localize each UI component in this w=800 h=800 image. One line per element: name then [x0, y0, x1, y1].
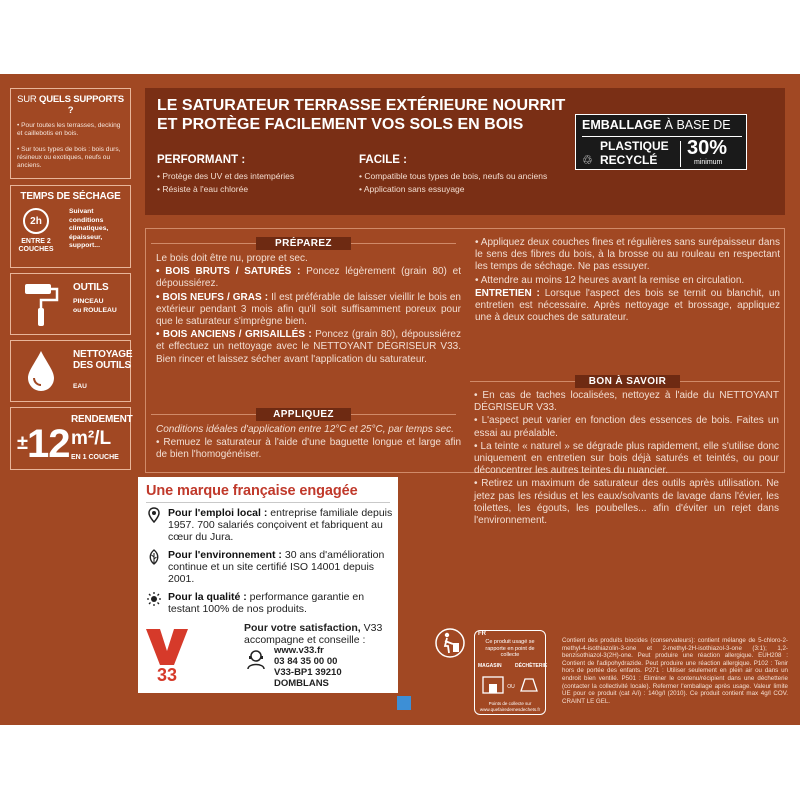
performant-title: PERFORMANT : [157, 154, 246, 166]
brand-satisfaction: Pour votre satisfaction, V33 accompagne et conseille : [244, 622, 383, 646]
triman-dump-label: DÉCHÈTERIE [515, 663, 548, 669]
collection-point-icons [481, 673, 541, 697]
packaging-label: EMBALLAGE À BASE DE [582, 118, 731, 132]
paint-roller-icon [23, 280, 63, 330]
recycle-icon: ♲ [582, 153, 593, 167]
drying-time-box [10, 185, 131, 268]
location-pin-icon [146, 507, 162, 523]
headline: LE SATURATEUR TERRASSE EXTÉRIEURE NOURRIT ET PROTÈGE FACILEMENT VOS SOLS EN BOIS [157, 97, 566, 133]
recycled-plastic-label: PLASTIQUE RECYCLÉ [600, 139, 669, 167]
blue-marker [397, 696, 411, 710]
facile-title: FACILE : [359, 154, 407, 166]
tools-box [10, 273, 131, 335]
triman-recycling-info: FR Ce produit usagé se rapporte en point de collecte MAGASIN DÉCHÈTERIE OU Points de collecte sur www.quefairedemesdechets.fr [474, 630, 546, 715]
tools-detail: PINCEAU ou ROULEAU [73, 298, 117, 314]
good-to-know-section: • En cas de taches localisées, nettoyez à l'aide du NETTOYANT DÉGRISEUR V33. • L'aspect peut varier en fonction des essences de bois. Faites un essai au préalable. • La teinte « naturel » se dégrade plus rapidement, elle s'utilise donc uniquement en entretien sur bois déjà saturés et teintés, ou pour déconcentrer les autres teintes du nuancier. • Retirez un maximum de saturateur des outils après utilisation. Ne jetez pas les résidus et les eaux/solvants de lavage dans l'évier, les toilettes, les égouts, les poubelles... afin d'éviter un rejet dans l'environnement. [474, 390, 779, 527]
phone-number: 03 84 35 00 00 [274, 656, 338, 667]
brand-local-employment: Pour l'emploi local : entreprise familiale depuis 1957. 700 salariés conçoivent et fabriquent au cœur du Jura. [168, 507, 393, 543]
between-coats-label: ENTRE 2 COUCHES [18, 238, 54, 253]
coverage-box [10, 407, 131, 470]
apply-steps: • Appliquez deux couches fines et régulières sans surépaisseur dans le sens des fibres du bois, à la brosse ou au rouleau en respectant les temps de séchage. Ne pas essuyer. • Attendre au moins 12 heures avant la remise en circulation. ENTRETIEN : Lorsque l'aspect des bois se ternit ou blanchit, un entretien est nécessaire. Après nettoyage et brossage, appliquez une à deux couches de saturateur. [475, 237, 780, 324]
product-header [145, 88, 785, 215]
supports-title: SUR QUELS SUPPORTS ? [17, 94, 124, 116]
tools-title: OUTILS [73, 282, 109, 293]
coverage-value: ±12 [17, 422, 70, 466]
v33-logo [144, 627, 190, 685]
facile-list: • Compatible tous types de bois, neufs ou anciens • Application sans essuyage [359, 171, 548, 194]
svg-text:33: 33 [156, 665, 178, 685]
minimum-label: minimum [694, 159, 723, 166]
performant-list: • Protège des UV et des intempéries • Résiste à l'eau chlorée [157, 171, 295, 194]
drying-conditions: Suivant conditions climatiques, épaisseur, support... [69, 208, 109, 249]
supports-item: • Sur tous types de bois : bois durs, résineux ou exotiques, neufs ou anciens. [17, 146, 121, 169]
recycled-percent: 30% [687, 137, 728, 159]
svg-text:OU: OU [507, 684, 515, 690]
apply-title: APPLIQUEZ [256, 408, 351, 421]
apply-section: Conditions idéales d'application entre 12°C et 25°C, par temps sec. • Remuez le saturateur à l'aide d'une baguette longue et large afin de bien l'homogénéiser. [156, 424, 461, 461]
coverage-detail: EN 1 COUCHE [71, 454, 119, 461]
brand-quality: Pour la qualité : performance garantie en testant 100% de nos produits. [168, 591, 365, 615]
prepare-section: Le bois doit être nu, propre et sec. • BOIS BRUTS / SATURÉS : Poncez légèrement (grain 80) et dépoussiérez. • BOIS NEUFS / GRAS : Il est préférable de laisser vieillir le bois en extérieur pendant 3 mois afin qu'il soit suffisamment poreux pour que le saturateur s'imprègne bien. • BOIS ANCIENS / GRISAILLÉS : Poncez (grain 80), dépoussiérez et effectuez un nettoyage avec le NETTOYANT DÉGRISEUR V33. Bien rincer et laissez sécher avant l'application du saturateur. [156, 253, 462, 365]
postal-address: V33-BP1 39210 DOMBLANS [274, 667, 342, 689]
triman-text: Ce produit usagé se rapporte en point de collecte [485, 639, 535, 658]
supports-box [10, 88, 131, 179]
prepare-title: PRÉPAREZ [256, 237, 351, 250]
tool-cleaning-detail: EAU [73, 383, 87, 390]
tool-cleaning-title: NETTOYAGE DES OUTILS [73, 349, 133, 371]
trash-disposal-icon [435, 628, 465, 658]
french-brand-card [138, 477, 398, 693]
tool-cleaning-box [10, 340, 131, 402]
recycled-packaging-badge [575, 114, 747, 170]
coverage-unit: m²/L [71, 428, 112, 449]
coverage-title: RENDEMENT [71, 414, 133, 425]
brand-contact [274, 645, 398, 689]
triman-store-label: MAGASIN [478, 663, 502, 669]
brand-card-title: Une marque française engagée [146, 483, 358, 499]
good-to-know-title: BON À SAVOIR [575, 375, 680, 388]
leaf-icon [146, 549, 162, 565]
quality-sun-icon [146, 591, 162, 607]
triman-footer: Points de collecte sur www.quefairedemesdechets.fr [479, 701, 541, 712]
drying-time-title: TEMPS DE SÉCHAGE [20, 191, 121, 202]
customer-service-icon [244, 647, 268, 671]
clock-icon: 2h [23, 208, 49, 234]
legal-notice: Contient des produits biocides (conservateurs): contient mélange de 5-chloro-2-methyl-4-isothiazolin-3-one et 2-methyl-2H-isothiazol-3-one (3:1); 1,2-benzisothiazol-3(2H)-one. Peut produire une réaction allergique. EUH208 : Contient de l'adipohydrazide. Peut produire une réaction allergique. P102 : Tenir hors de portée des enfants. P271 : Utiliser seulement en plein air ou dans un endroit bien ventilé. P501 : Eliminer le contenu/récipient dans une déchetterie (contacter la collectivité locale). Refermer l'emballage après usage. Valeur limite UE pour ce produit (cat A/i) : 140g/l (2010). Ce produit contient max 4g/l COV. CRAINT LE GEL. [562, 637, 788, 705]
website-link[interactable]: www.v33.fr [274, 645, 324, 656]
brand-environment: Pour l'environnement : 30 ans d'amélioration continue et un site certifié ISO 14001 depuis 2001. [168, 549, 385, 585]
supports-item: • Pour toutes les terrasses, decking et caillebotis en bois. [17, 122, 121, 137]
water-drop-icon [25, 349, 57, 393]
